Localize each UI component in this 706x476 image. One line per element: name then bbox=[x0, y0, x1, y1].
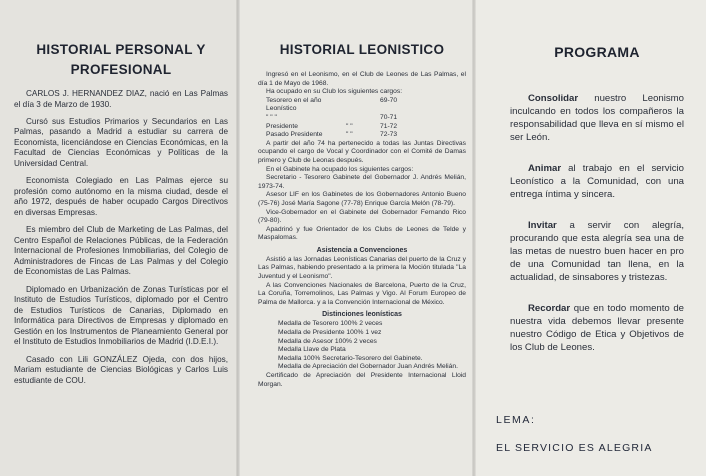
cargo-role: Tesorero en el año Leonístico bbox=[266, 96, 322, 113]
lead-word: Invitar bbox=[528, 220, 557, 231]
leonistico-text bbox=[258, 71, 466, 389]
list-item: Medalla de Tesorero 100% 2 veces bbox=[278, 320, 383, 328]
cargo-mark: " " bbox=[346, 131, 353, 139]
paragraph-rest: nuestro Leonismo inculcando en todos los compañeros la responsabilidad que lleva en sí mismo el ser León. bbox=[510, 93, 684, 143]
heading-historial-leonistico: HISTORIAL LEONISTICO bbox=[279, 42, 445, 57]
programa-text bbox=[510, 92, 684, 354]
heading-historial-personal: HISTORIAL PERSONAL Y PROFESIONAL bbox=[36, 42, 206, 77]
paragraph-cargos-intro: Ha ocupado en su Club los siguientes cargos: bbox=[266, 88, 403, 96]
paragraph-rest: a servir con alegría, procurando que esta alegría sea una de las metas de nuestro buen hacer en pro de una Comunidad tan llena, en la actualidad, de sinsabores y tristezas. bbox=[510, 220, 684, 283]
cargo-mark: " " bbox=[346, 122, 353, 130]
personal-text bbox=[14, 89, 228, 386]
cargo-role: Presidente bbox=[266, 122, 298, 130]
paragraph-animar bbox=[510, 162, 684, 201]
lead-word: Animar bbox=[528, 163, 562, 174]
cargo-row bbox=[258, 131, 466, 140]
paragraph-rest: que en todo momento de nuestra vida debemos llevar presente nuestro Código de Etica y Objetivos de los Club de Leones. bbox=[510, 303, 684, 353]
paragraph-economist: Economista Colegiado en Las Palmas ejerce su profesión como autónomo en la misma ciudad, desde el año 1972, después de haber ocupado Cargos Directivos en diversas Empresas. bbox=[14, 176, 228, 217]
cargo-row bbox=[258, 97, 466, 114]
heading-asistencia: Asistencia a Convenciones bbox=[316, 246, 408, 254]
cargo-row bbox=[258, 114, 466, 123]
list-item: Medalla Llave de Plata bbox=[278, 346, 346, 354]
paragraph-convenciones: A las Convenciones Nacionales de Barcelona, Puerto de la Cruz, La Coruña, Torremolinos, Las Palmas y Vigo. Al Forum Europeo de Palma de Mallorca. y a la Convención Internacional de México. bbox=[258, 281, 466, 306]
paragraph-certificado: Certificado de Apreciación del Presidente Internacional Lloid Morgan. bbox=[258, 372, 466, 388]
fold-line bbox=[236, 0, 240, 476]
lead-word: Recordar bbox=[528, 303, 571, 314]
lema-label: LEMA: bbox=[496, 414, 536, 426]
paragraph-asistio: Asistió a las Jornadas Leonísticas Canarias del puerto de la Cruz y Las Palmas, habiendo presentado a la primera la Moción titulada "La Juventud y el Leonismo". bbox=[258, 255, 466, 281]
fold-line bbox=[472, 0, 476, 476]
heading-programa: PROGRAMA bbox=[554, 44, 640, 60]
list-item: Medalla de Asesor 100% 2 veces bbox=[278, 337, 377, 345]
paragraph-memberships: Es miembro del Club de Marketing de Las Palmas, del Centro Español de Relaciones Públicas, de la Federación Internacional de Profesiones Inmobiliarias, del Colegio de Administradores de Fincas de Las Palmas y del Colegio de Economistas de Las Palmas. bbox=[14, 225, 228, 277]
paragraph-asesor: Asesor LIF en los Gabinetes de los Gobernadores Antonio Bueno (75-76) José María Sagone (77-78) Enrique García Melón (78-79). bbox=[258, 191, 466, 207]
panel-programa bbox=[474, 0, 706, 476]
paragraph-rest: al trabajo en el servicio Leonístico a la Comunidad, con una entrega íntima y sincera. bbox=[510, 163, 684, 200]
lead-word: Consolidar bbox=[528, 93, 579, 104]
cargo-mark bbox=[346, 114, 380, 123]
paragraph-gabinete-intro: En el Gabinete ha ocupado los siguientes cargos: bbox=[266, 165, 414, 173]
distinciones-list bbox=[258, 320, 466, 372]
paragraph-juntas: A partir del año 74 ha pertenecido a todas las Juntas Directivas ocupando el cargo de Vocal y Coordinador con el Comité de Damas primero y Club de Leonas después. bbox=[258, 139, 466, 164]
cargo-role: Pasado Presidente bbox=[266, 131, 323, 139]
paragraph-invitar bbox=[510, 219, 684, 284]
cargo-year: 69-70 bbox=[380, 96, 398, 104]
lema-motto: EL SERVICIO ES ALEGRIA bbox=[496, 442, 653, 454]
paragraph-diplomas: Diplomado en Urbanización de Zonas Turísticas por el Instituto de Estudios Turísticos, diplomado por el Centro de Estudios Turísticos de Canarias, Diplomado en Informática para Directivos de Empresas y diplomado en Gestión en los Instrumentos de Planeamiento General por el Instituto de Estudios Inmobiliarios de Madrid (I.D.E.I.). bbox=[14, 284, 228, 347]
paragraph-birth: CARLOS J. HERNANDEZ DIAZ, nació en Las Palmas el día 3 de Marzo de 1930. bbox=[14, 89, 228, 109]
cargo-role: " " " bbox=[266, 113, 277, 121]
paragraph-apadrino: Apadrinó y fue Orientador de los Clubs de Leones de Telde y Maspalomas. bbox=[258, 225, 466, 242]
paragraph-studies: Cursó sus Estudios Primarios y Secundarios en Las Palmas, pasando a Madrid a estudiar su carrera de Economista, licenciándose en Ciencias Económicas, en la Facultad de Ciencias Económicas y Políticas de la Universidad Central. bbox=[14, 116, 228, 169]
paragraph-recordar bbox=[510, 302, 684, 354]
paragraph-consolidar bbox=[510, 92, 684, 144]
cargo-year: 70-71 bbox=[380, 113, 398, 121]
list-item: Medalla de Apreciación del Gobernador Juan Andrés Melián. bbox=[278, 363, 458, 371]
cargo-mark bbox=[346, 97, 380, 114]
cargo-year: 72-73 bbox=[380, 131, 398, 139]
cargo-year: 71-72 bbox=[380, 122, 398, 130]
cargo-row bbox=[258, 123, 466, 132]
panel-historial-personal bbox=[0, 0, 238, 476]
panel-historial-leonistico bbox=[238, 0, 474, 476]
paragraph-ingreso: Ingresó en el Leonismo, en el Club de Leones de Las Palmas, el día 1 de Mayo de 1968. bbox=[258, 71, 466, 87]
paragraph-family: Casado con Lili GONZÁLEZ Ojeda, con dos hijos, Mariam estudiante de Ciencias Biológicas y Carlos Luis estudiante de COU. bbox=[14, 354, 228, 385]
paragraph-secretario: Secretario - Tesorero Gabinete del Gobernador J. Andrés Melián, 1973-74. bbox=[258, 174, 466, 190]
heading-distinciones: Distinciones leonísticas bbox=[322, 311, 402, 319]
paragraph-vicegobernador: Vice-Gobernador en el Gabinete del Gobernador Fernando Rico (79-80). bbox=[258, 208, 466, 225]
list-item: Medalla 100% Secretario-Tesorero del Gabinete. bbox=[278, 354, 423, 362]
list-item: Medalla de Presidente 100% 1 vez bbox=[278, 329, 382, 337]
